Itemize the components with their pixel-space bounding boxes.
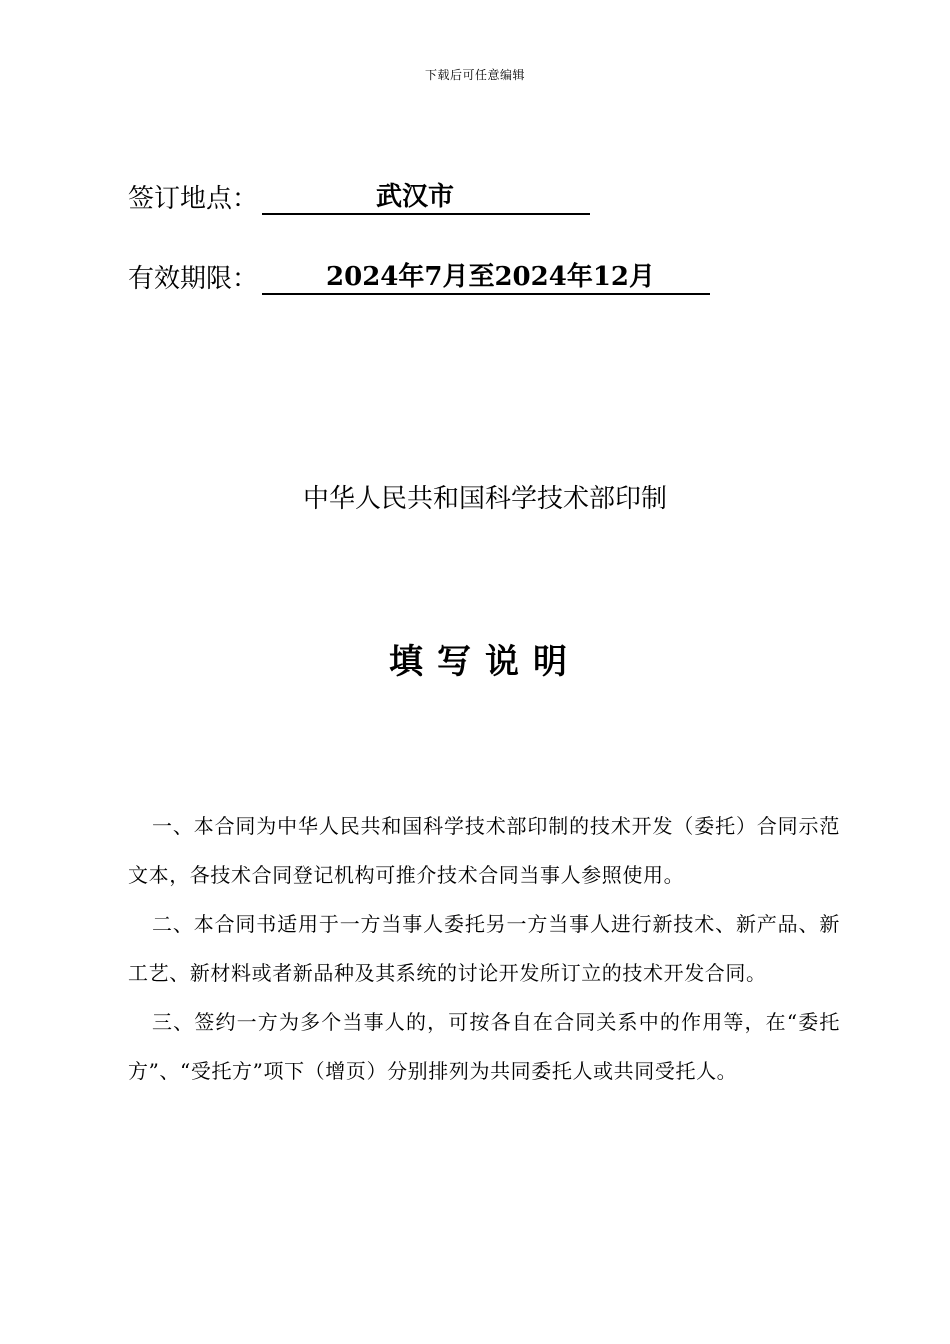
signing-place-value: 武汉市 xyxy=(262,181,590,215)
instruction-paragraph: 二、本合同书适用于一方当事人委托另一方当事人进行新技术、新产品、新工艺、新材料或者新品种及其系统的讨论开发所订立的技术开发合同。 xyxy=(128,912,840,985)
validity-term-row xyxy=(128,255,710,295)
section-title: 填写说明 xyxy=(389,642,581,682)
header-note: 下载后可任意编辑 xyxy=(424,68,525,82)
signing-place-row xyxy=(128,175,590,215)
validity-term-value: 2024年7月至2024年12月 xyxy=(262,261,710,295)
signing-place-label: 签订地点： xyxy=(128,184,259,214)
publisher-line: 中华人民共和国科学技术部印制 xyxy=(302,484,667,514)
instructions-body xyxy=(128,802,840,1096)
validity-term-label: 有效期限： xyxy=(128,264,259,294)
instruction-paragraph: 三、签约一方为多个当事人的，可按各自在合同关系中的作用等，在“委托方”、“受托方”项下（增页）分别排列为共同委托人或共同受托人。 xyxy=(128,1010,840,1083)
instruction-paragraph: 一、本合同为中华人民共和国科学技术部印制的技术开发（委托）合同示范文本，各技术合同登记机构可推介技术合同当事人参照使用。 xyxy=(128,814,840,887)
